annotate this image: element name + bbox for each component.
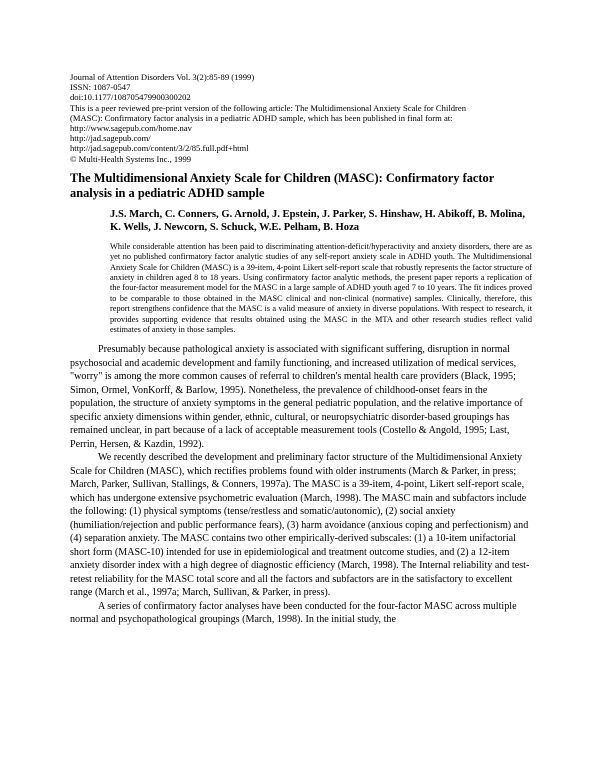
body-paragraph-1: Presumably because pathological anxiety is associated with significant suffering, disruption in normal psychosocial and academic development and family functioning, and increased utilization of medical services, "worry" is among the more common causes of referral to children's mental health care providers (Black, 1995; Simon, Ormel, VonKorff, & Barlow, 1995). Nonetheless, the prevalence of childhood-onset fears in the population, the structure of anxiety symptoms in the general pediatric population, and the relative importance of specific anxiety dimensions within gender, ethnic, cultural, or neuropsychiatric disorder-based groupings has remained unclear, in part because of a lack of acceptable measurement tools (Costello & Angold, 1995; Last, Perrin, Hersen, & Kazdin, 1992). (70, 344, 523, 450)
article-body (70, 343, 532, 627)
journal-home-link[interactable]: http://jad.sagepub.com/ (70, 133, 151, 144)
full-text-pdf-link[interactable]: http://jad.sagepub.com/content/3/2/85.full.pdf+html (70, 143, 249, 154)
preprint-note-line2: (MASC): Confirmatory factor analysis in a pediatric ADHD sample, which has been published in final form at: (70, 112, 453, 123)
issn: ISSN: 1087-0547 (70, 82, 131, 93)
copyright-notice: © Multi-Health Systems Inc., 1999 (70, 153, 192, 164)
article-metadata (70, 72, 532, 164)
sagepub-home-link[interactable]: http://www.sagepub.com/home.nav (70, 123, 192, 134)
preprint-note-line1: This is a peer reviewed pre-print version of the following article: The Multidimensional Anxiety Scale for Children (70, 102, 467, 113)
journal-citation: Journal of Attention Disorders Vol. 3(2):85-89 (1999) (70, 72, 255, 82)
body-paragraph-3: A series of confirmatory factor analyses have been conducted for the four-factor MASC across multiple normal and psychopathological groupings (March, 1998). In the initial study, the (70, 600, 517, 626)
body-paragraph-2: We recently described the development and preliminary factor structure of the Multidimensional Anxiety Scale for Children (MASC), which rectifies problems found with older instruments (March & Parker, in press; March, Parker, Sullivan, Stallings, & Conners, 1997a). The MASC is a 39-item, 4-point, Likert self-report scale, which has undergone extensive psychometric evaluation (March, 1998). The MASC main and subfactors include the following: (1) physical symptoms (tense/restless and somatic/autonomic), (2) social anxiety (humiliation/rejection and public performance fears), (3) harm avoidance (anxious coping and perfectionism) and (4) separation anxiety. The MASC contains two other empirically-derived subscales: (1) a 10-item unifactorial short form (MASC-10) intended for use in epidemiological and treatment outcome studies, and (2) a 12-item anxiety disorder index with a high degree of diagnostic efficiency (March, 1998). The Internal reliability and test-retest reliability for the MASC total score and all the factors and subfactors are in the satisfactory to excellent range (March et al., 1997a; March, Sullivan, & Parker, in press). (70, 452, 530, 599)
article-page (70, 72, 532, 627)
abstract: While considerable attention has been paid to discriminating attention-deficit/hyperactivity and anxiety disorders, there are as yet no published confirmatory factor analytic studies of any self-report anxiety scale in ADHD youth. The Multidimensional Anxiety Scale for Children (MASC) is a 39-item, 4-point Likert self-report scale that robustly represents the factor structure of anxiety in children aged 8 to 18 years. Using confirmatory factor analytic methods, the present paper reports a replication of the four-factor measurement model for the MASC in a large sample of ADHD youth aged 7 to 10 years. The fit indices proved to be comparable to those obtained in the MASC clinical and non-clinical (normative) samples. Clinically, therefore, this report strengthens confidence that the MASC is a valid measure of anxiety in diverse populations. With respect to research, it provides supporting evidence that results obtained using the MASC in the MTA and other research studies reflect valid estimates of anxiety in those samples. (110, 241, 532, 335)
author-list: J.S. March, C. Conners, G. Arnold, J. Epstein, J. Parker, S. Hinshaw, H. Abikoff, B. Molina, K. Wells, J. Newcorn, S. Schuck, W.E. Pelham, B. Hoza (110, 208, 525, 234)
article-title: The Multidimensional Anxiety Scale for Children (MASC): Confirmatory factor analysis in a pediatric ADHD sample (70, 170, 495, 200)
doi: doi:10.1177/108705479900300202 (70, 92, 191, 103)
